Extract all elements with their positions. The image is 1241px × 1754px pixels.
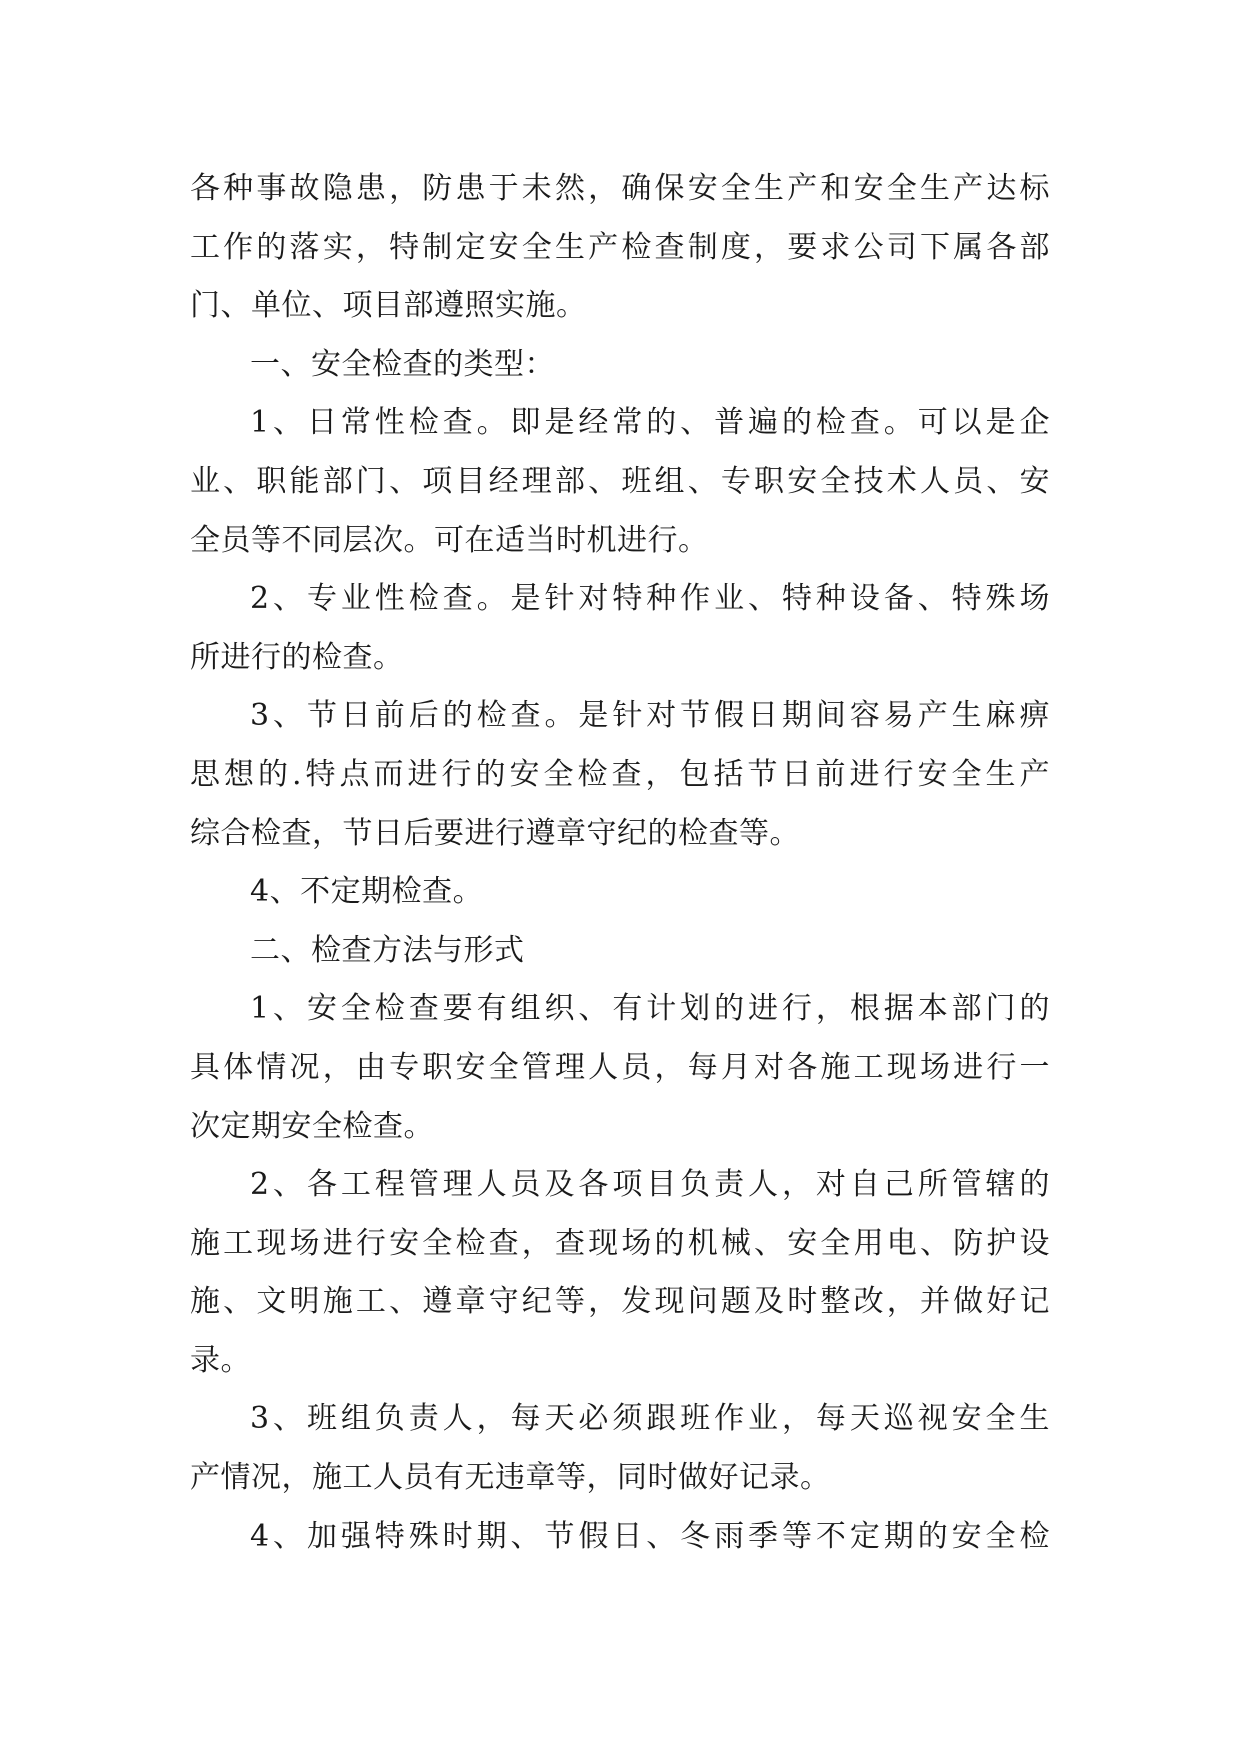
text-line: 各种事故隐患，防患于未然，确保安全生产和安全生产达标: [190, 171, 1050, 206]
text-line: 2、专业性检查。是针对特种作业、特种设备、特殊场: [250, 581, 1050, 617]
text-line: 1、安全检查要有组织、有计划的进行，根据本部门的: [250, 991, 1050, 1027]
document-page: [190, 160, 1050, 1566]
text-line: 产情况，施工人员有无违章等，同时做好记录。: [190, 1460, 831, 1496]
text-line: 1、日常性检查。即是经常的、普遍的检查。可以是企: [250, 405, 1050, 441]
text-line: 思想的.特点而进行的安全检查，包括节日前进行安全生产: [190, 756, 1050, 792]
text-line: 施工现场进行安全检查，查现场的机械、安全用电、防护设: [190, 1225, 1050, 1261]
text-line: 3、节日前后的检查。是针对节假日期间容易产生麻痹: [250, 698, 1050, 734]
text-line: 业、职能部门、项目经理部、班组、专职安全技术人员、安: [190, 463, 1050, 499]
text-line: 综合检查，节日后要进行遵章守纪的检查等。: [190, 815, 800, 851]
text-line: 3、班组负责人，每天必须跟班作业，每天巡视安全生: [250, 1401, 1050, 1437]
text-line: 施、文明施工、遵章守纪等，发现问题及时整改，并做好记: [190, 1284, 1050, 1320]
text-line: 所进行的检查。: [190, 639, 404, 675]
text-line: 工作的落实，特制定安全生产检查制度，要求公司下属各部: [190, 229, 1050, 265]
section-heading: 二、检查方法与形式: [250, 932, 525, 968]
text-line: 4、加强特殊时期、节假日、冬雨季等不定期的安全检: [250, 1518, 1050, 1554]
text-line: 2、各工程管理人员及各项目负责人，对自己所管辖的: [250, 1167, 1050, 1203]
text-line: 全员等不同层次。可在适当时机进行。: [190, 522, 709, 558]
text-line: 录。: [190, 1342, 251, 1378]
text-line: 次定期安全检查。: [190, 1108, 434, 1144]
section-heading: 一、安全检查的类型：: [250, 346, 555, 382]
text-line: 具体情况，由专职安全管理人员，每月对各施工现场进行一: [190, 1049, 1050, 1085]
text-line: 门、单位、项目部遵照实施。: [190, 288, 587, 324]
text-line: 4、不定期检查。: [250, 874, 484, 910]
